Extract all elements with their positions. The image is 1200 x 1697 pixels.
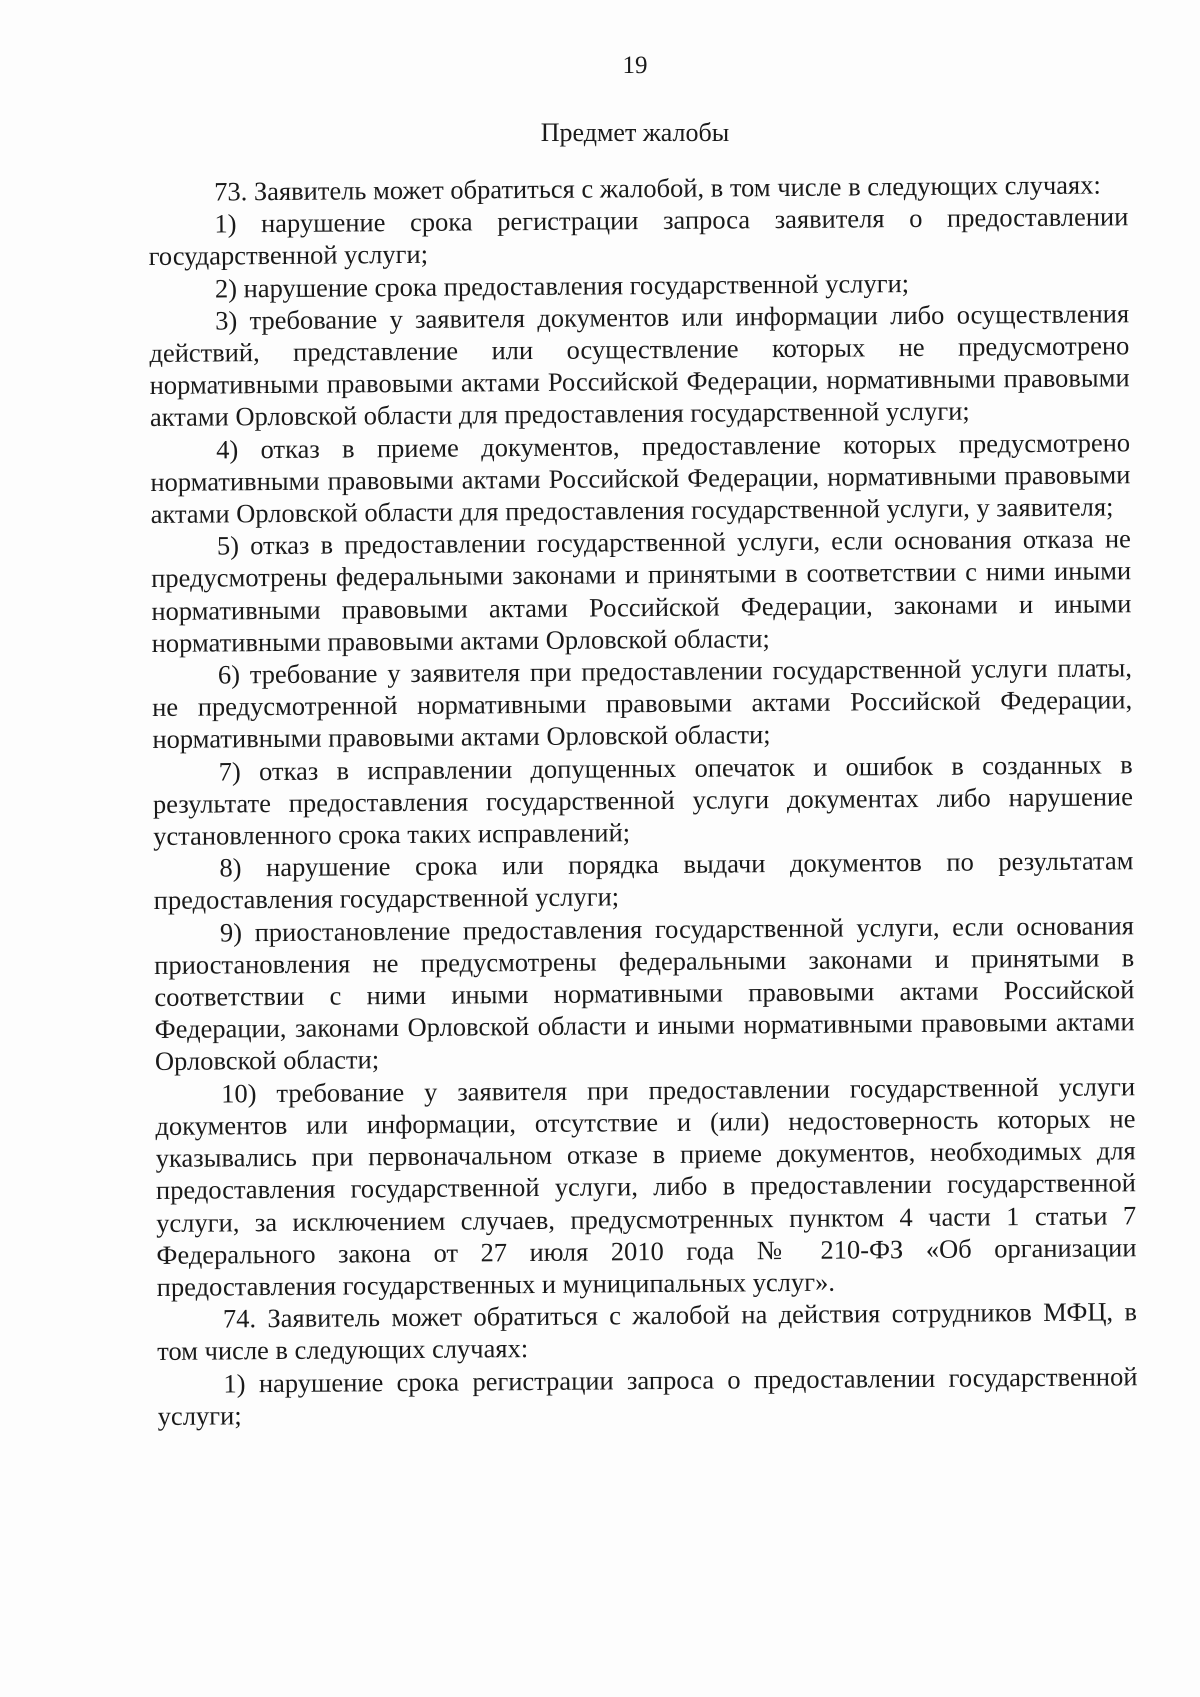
document-body — [148, 168, 1138, 1432]
page-number: 19 — [622, 52, 648, 79]
paragraph-73-item-6: 6) требование у заявителя при предоставлении государственной услуги платы, не предусмотренной нормативными правовыми актами Российской Федерации, нормативными правовыми актами Орловской области; — [152, 652, 1133, 755]
paragraph-74: 74. Заявитель может обратиться с жалобой на действия сотрудников МФЦ, в том числе в следующих случаях: — [157, 1296, 1138, 1367]
paragraph-73-item-9: 9) приостановление предоставления государственной услуги, если основания приостановления не предусмотрены федеральными законами и принятыми в соответствии с ними иными нормативными правовыми актами Российской Федерации, законами Орловской области и иными нормативными правовыми актами Орловской области; — [154, 909, 1135, 1077]
paragraph-73-item-7: 7) отказ в исправлении допущенных опечаток и ошибок в созданных в результате предоставления государственной услуги документах либо нарушение установленного срока таких исправлений; — [152, 748, 1134, 852]
paragraph-73-item-10: 10) требование у заявителя при предоставлении государственной услуги документов или информации, отсутствие и (или) недостоверность которых не указывались при первоначальном отказе в приеме документов, необходимых для предоставления государственной услуги, либо в предоставлении государственной услуги, за исключением случаев, предусмотренных пунктом 4 части 1 статьи 7 Федерального закона от 27 июля 2010 года № 210-ФЗ «Об организации предоставления государственных и муниципальных услуг». — [155, 1070, 1137, 1302]
paragraph-74-item-1: 1) нарушение срока регистрации запроса о предоставлении государственной услуги; — [157, 1360, 1138, 1431]
section-title: Предмет жалобы — [540, 118, 730, 147]
paragraph-73-item-8: 8) нарушение срока или порядка выдачи документов по результатам предоставления государственной услуги; — [153, 845, 1134, 916]
paragraph-73-item-4: 4) отказ в приеме документов, предоставление которых предусмотрено нормативными правовыми актами Российской Федерации, нормативными правовыми актами Орловской области для предоставления государственной услуги, у заявителя; — [150, 426, 1131, 530]
paragraph-73-item-5: 5) отказ в предоставлении государственной услуги, если основания отказа не предусмотрены федеральными законами и принятыми в соответствии с ними иными нормативными правовыми актами Российской Федерации, законами и иными нормативными правовыми актами Орловской области; — [151, 523, 1132, 658]
paragraph-73-item-2: 2) нарушение срока предоставления государственной услуги; — [214, 267, 910, 304]
paragraph-73-item-1: 1) нарушение срока регистрации запроса заявителя о предоставлении государственной услуги; — [148, 201, 1129, 272]
paragraph-73-item-3: 3) требование у заявителя документов или информации либо осуществления действий, представление или осуществление которых не предусмотрено нормативными правовыми актами Российской Федерации, нормативными правовыми актами Орловской области для предоставления государственной услуги; — [149, 298, 1130, 433]
paragraph-73: 73. Заявитель может обратиться с жалобой, в том числе в следующих случаях: — [214, 169, 1101, 207]
